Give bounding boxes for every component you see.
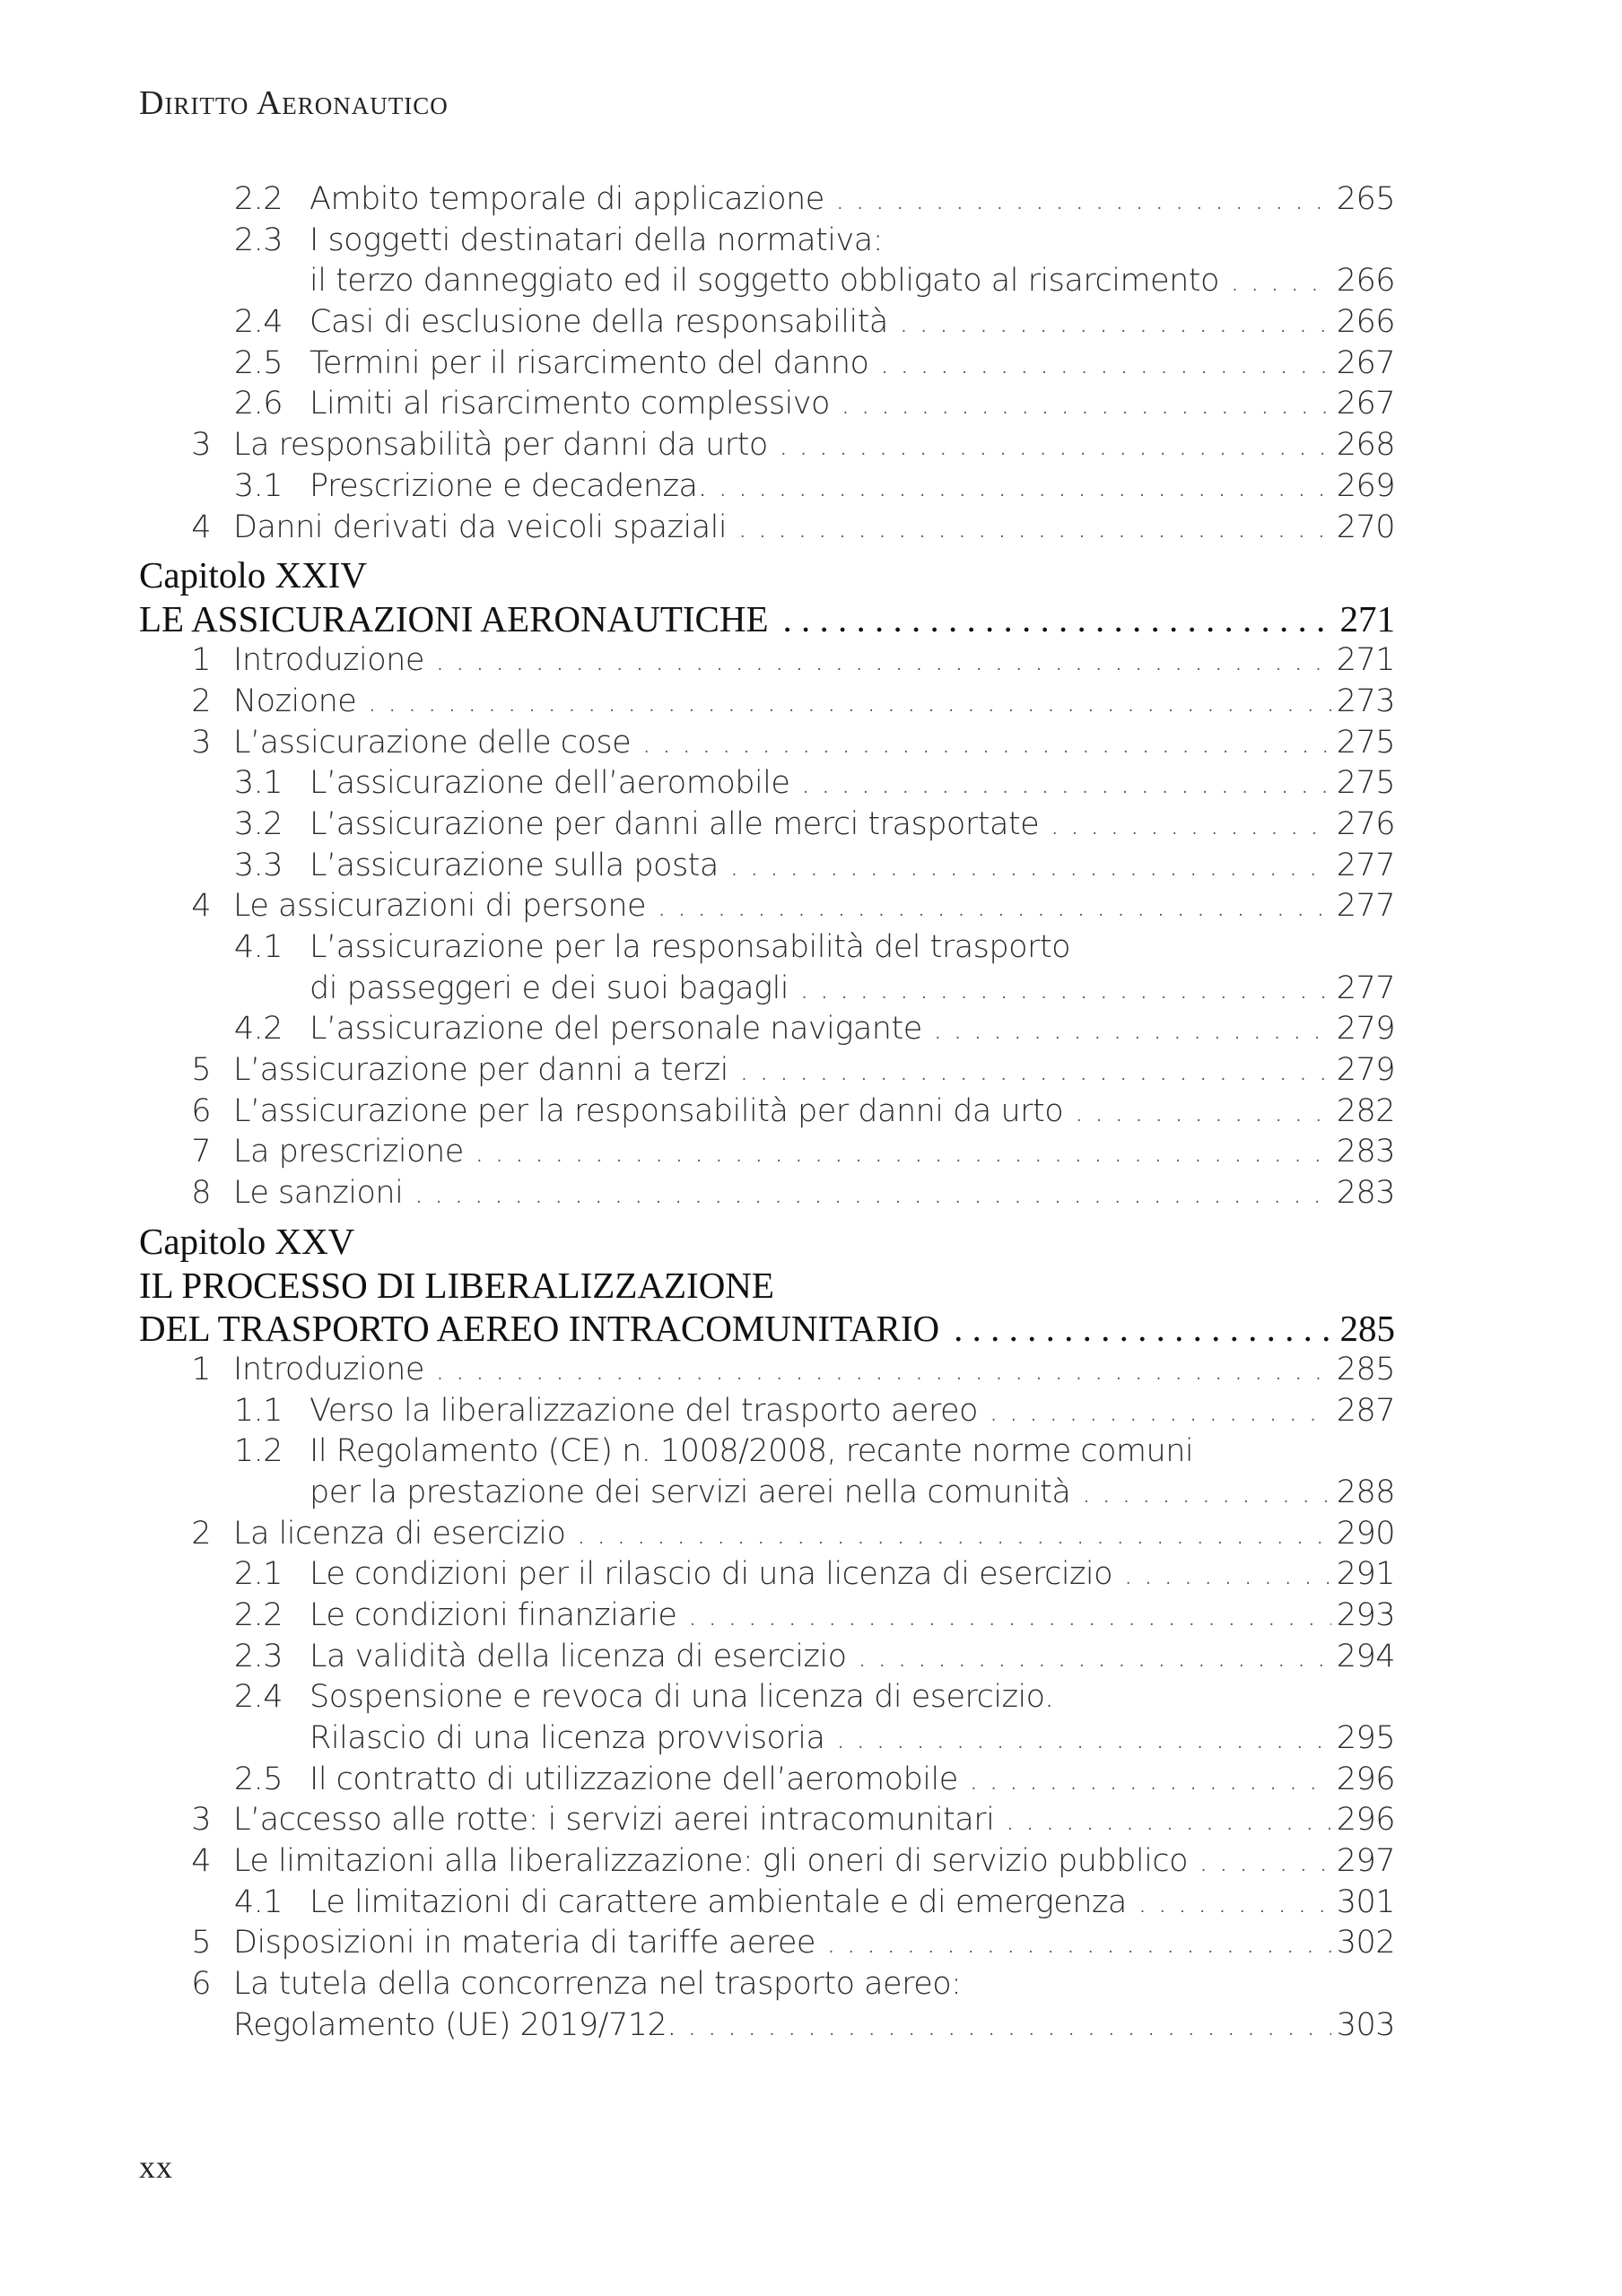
- toc-entry: [139, 1173, 1395, 1214]
- dot-leader: [783, 597, 1333, 640]
- toc-entry: [139, 1637, 1395, 1678]
- entry-page: 301: [1336, 1883, 1395, 1920]
- entry-title: Prescrizione e decadenza.: [310, 467, 708, 504]
- toc-entry: [139, 886, 1395, 927]
- entry-page: 275: [1336, 724, 1395, 761]
- toc-entry: [139, 1350, 1395, 1391]
- entry-title: L’assicurazione per danni alle merci trasportate: [310, 805, 1040, 842]
- dot-leader: [858, 1637, 1331, 1678]
- entry-page: 271: [1336, 642, 1395, 679]
- toc-entry: [139, 763, 1395, 804]
- entry-number: 6: [191, 1092, 211, 1129]
- entry-page: 287: [1336, 1392, 1395, 1429]
- toc-entry: [139, 221, 1395, 262]
- entry-page: 302: [1336, 1925, 1395, 1961]
- dot-leader: [899, 302, 1331, 344]
- entry-page: 282: [1336, 1092, 1395, 1129]
- entry-title: Introduzione: [233, 642, 424, 679]
- dot-leader: [826, 1923, 1331, 1964]
- dot-leader: [414, 1173, 1330, 1214]
- dot-leader: [729, 846, 1331, 887]
- dot-leader: [718, 466, 1331, 508]
- entry-number: 2.4: [233, 1679, 283, 1716]
- toc-entry: [139, 969, 1395, 1010]
- entry-title: L’assicurazione per la responsabilità del trasporto: [310, 929, 1071, 965]
- entry-title: L’assicurazione per la responsabilità per danni da urto: [233, 1092, 1064, 1129]
- entry-page: 277: [1336, 888, 1395, 925]
- entry-number: 2.5: [233, 344, 283, 381]
- toc-entry: [139, 1514, 1395, 1555]
- entry-page: 288: [1336, 1474, 1395, 1510]
- toc-entry: [139, 384, 1395, 425]
- entry-number: 2: [191, 683, 211, 719]
- chapter-page: 271: [1339, 598, 1395, 640]
- entry-page: 270: [1336, 509, 1395, 545]
- toc-entry: [139, 1431, 1395, 1473]
- entry-title: Danni derivati da veicoli spaziali: [233, 509, 728, 545]
- toc-entry: [139, 682, 1395, 723]
- entry-number: 1.1: [233, 1392, 283, 1429]
- entry-title: Ambito temporale di applicazione: [310, 181, 824, 217]
- dot-leader: [435, 1350, 1331, 1391]
- entry-title: Le condizioni per il rilascio di una licenza di esercizio: [310, 1556, 1113, 1593]
- entry-page: 277: [1336, 970, 1395, 1006]
- entry-number: 5: [191, 1925, 211, 1961]
- dot-leader: [841, 384, 1331, 425]
- dot-leader: [1123, 1554, 1331, 1596]
- running-head: Diritto Aeronautico: [139, 84, 449, 122]
- entry-number: 3.1: [233, 765, 283, 802]
- dot-leader: [687, 2005, 1331, 2047]
- toc-entry: [139, 1923, 1395, 1964]
- toc-entry: [139, 1009, 1395, 1050]
- chapter-title-text: DEL TRASPORTO AEREO INTRACOMUNITARIO: [139, 1307, 940, 1349]
- entry-page: 296: [1336, 1761, 1395, 1797]
- dot-leader: [367, 682, 1330, 723]
- entry-number: 1.2: [233, 1433, 283, 1470]
- toc-entry: [139, 1677, 1395, 1718]
- entry-number: 2.1: [233, 1556, 283, 1593]
- entry-title: Regolamento (UE) 2019/712.: [233, 2006, 676, 2043]
- entry-page: 267: [1336, 344, 1395, 381]
- entry-number: 2.5: [233, 1761, 283, 1797]
- entry-title: L’assicurazione del personale navigante: [310, 1011, 922, 1048]
- entry-page: 295: [1336, 1720, 1395, 1756]
- entry-title: Casi di esclusione della responsabilità: [310, 304, 888, 341]
- dot-leader: [835, 1718, 1330, 1760]
- toc-entry: [139, 1473, 1395, 1514]
- entry-page: 273: [1336, 683, 1395, 719]
- entry-number: 7: [191, 1134, 211, 1170]
- toc-entry: [139, 1841, 1395, 1883]
- dot-leader: [799, 969, 1331, 1010]
- entry-number: 2.6: [233, 386, 283, 422]
- entry-page: 293: [1336, 1596, 1395, 1633]
- toc-entry: [139, 927, 1395, 969]
- chapter-title-text: IL PROCESSO DI LIBERALIZZAZIONE: [139, 1264, 774, 1306]
- toc-entry: [139, 261, 1395, 302]
- dot-leader: [1230, 261, 1331, 302]
- entry-title: per la prestazione dei servizi aerei nella comunità: [310, 1474, 1071, 1510]
- entry-number: 3: [191, 1802, 211, 1839]
- entry-title: Introduzione: [233, 1351, 424, 1387]
- toc-entry: [139, 804, 1395, 846]
- entry-page: 294: [1336, 1638, 1395, 1674]
- toc-entry: [139, 1554, 1395, 1596]
- toc-entry: [139, 1596, 1395, 1637]
- entry-number: 3.1: [233, 467, 283, 504]
- dot-leader: [779, 425, 1331, 466]
- entry-number: 2.4: [233, 304, 283, 341]
- entry-page: 275: [1336, 765, 1395, 802]
- entry-title: L’assicurazione dell’aeromobile: [310, 765, 790, 802]
- toc-entry: [139, 1132, 1395, 1173]
- entry-page: 277: [1336, 847, 1395, 883]
- entry-title: Le limitazioni di carattere ambientale e di emergenza: [310, 1883, 1127, 1920]
- entry-number: 4: [191, 1843, 211, 1880]
- chapter-label: Capitolo XXV: [139, 1220, 355, 1262]
- dot-leader: [657, 886, 1331, 927]
- toc-entry: [139, 425, 1395, 466]
- toc-entry: [139, 1800, 1395, 1841]
- entry-number: 5: [191, 1052, 211, 1089]
- toc-entry: [139, 1760, 1395, 1801]
- toc-entry: [139, 508, 1395, 549]
- entry-page: 285: [1336, 1351, 1395, 1387]
- entry-title: La prescrizione: [233, 1134, 464, 1170]
- dot-leader: [1005, 1800, 1330, 1841]
- chapter-label: Capitolo XXIV: [139, 554, 367, 596]
- toc-entry: [139, 466, 1395, 508]
- toc-entry: [139, 1050, 1395, 1091]
- entry-page: 269: [1336, 467, 1395, 504]
- entry-number: 4.1: [233, 1883, 283, 1920]
- dot-leader: [641, 723, 1331, 764]
- toc-entry: [139, 179, 1395, 221]
- dot-leader: [739, 1050, 1331, 1091]
- entry-number: 3.2: [233, 805, 283, 842]
- entry-number: 2.2: [233, 1596, 283, 1633]
- entry-title: La licenza di esercizio: [233, 1515, 566, 1552]
- dot-leader: [969, 1760, 1331, 1801]
- dot-leader: [933, 1009, 1331, 1050]
- toc-entry: [139, 344, 1395, 385]
- entry-number: 4.1: [233, 929, 283, 965]
- entry-title: Rilascio di una licenza provvisoria: [310, 1720, 825, 1756]
- toc-entry: [139, 2005, 1395, 2047]
- toc-entry: [139, 1091, 1395, 1133]
- entry-title: La tutela della concorrenza nel trasporto aereo:: [233, 1966, 962, 2003]
- toc-entry: [139, 302, 1395, 344]
- entry-title: Il Regolamento (CE) n. 1008/2008, recante norme comuni: [310, 1433, 1194, 1470]
- chapter-title: [139, 1264, 1395, 1307]
- dot-leader: [879, 344, 1330, 385]
- entry-number: 1: [191, 1351, 211, 1387]
- entry-page: 283: [1336, 1175, 1395, 1212]
- dot-leader: [800, 763, 1330, 804]
- entry-title: L’assicurazione per danni a terzi: [233, 1052, 728, 1089]
- entry-page: 268: [1336, 427, 1395, 464]
- entry-number: 4: [191, 509, 211, 545]
- entry-title: La responsabilità per danni da urto: [233, 427, 768, 464]
- entry-title: L’assicurazione sulla posta: [310, 847, 719, 883]
- toc-entry: [139, 1964, 1395, 2005]
- entry-page: 297: [1336, 1843, 1395, 1880]
- entry-number: 2.3: [233, 222, 283, 258]
- chapter-title: [139, 597, 1395, 640]
- entry-page: 279: [1336, 1052, 1395, 1089]
- dot-leader: [835, 179, 1331, 221]
- entry-number: 3.3: [233, 847, 283, 883]
- entry-title: Disposizioni in materia di tariffe aeree: [233, 1925, 815, 1961]
- entry-title: di passeggeri e dei suoi bagagli: [310, 970, 789, 1006]
- entry-title: Termini per il risarcimento del danno: [310, 344, 869, 381]
- dot-leader: [1138, 1883, 1331, 1924]
- entry-number: 3: [191, 427, 211, 464]
- dot-leader: [989, 1391, 1331, 1432]
- chapter-title-text: LE ASSICURAZIONI AERONAUTICHE: [139, 598, 769, 640]
- entry-page: 303: [1336, 2006, 1395, 2043]
- entry-number: 4.2: [233, 1011, 283, 1048]
- dot-leader: [954, 1307, 1332, 1350]
- entry-title: Le assicurazioni di persone: [233, 888, 647, 925]
- table-of-contents: [139, 179, 1395, 2047]
- dot-leader: [576, 1514, 1330, 1555]
- entry-title: Nozione: [233, 683, 357, 719]
- entry-number: 4: [191, 888, 211, 925]
- entry-page: 267: [1336, 386, 1395, 422]
- entry-title: L’assicurazione delle cose: [233, 724, 632, 761]
- toc-entry: [139, 1391, 1395, 1432]
- entry-number: 2: [191, 1515, 211, 1552]
- dot-leader: [1199, 1841, 1331, 1883]
- dot-leader: [1050, 804, 1331, 846]
- entry-page: 291: [1336, 1556, 1395, 1593]
- page-number: xx: [139, 2149, 173, 2185]
- entry-number: 8: [191, 1175, 211, 1212]
- entry-number: 3: [191, 724, 211, 761]
- entry-title: il terzo danneggiato ed il soggetto obbligato al risarcimento: [310, 263, 1219, 300]
- chapter-title: [139, 1307, 1395, 1350]
- toc-entry: [139, 640, 1395, 682]
- dot-leader: [435, 640, 1331, 682]
- toc-entry: [139, 846, 1395, 887]
- toc-entry: [139, 723, 1395, 764]
- entry-title: Sospensione e revoca di una licenza di esercizio.: [310, 1679, 1054, 1716]
- entry-title: Le sanzioni: [233, 1175, 404, 1212]
- dot-leader: [687, 1596, 1330, 1637]
- entry-title: Verso la liberalizzazione del trasporto aereo: [310, 1392, 978, 1429]
- entry-page: 265: [1336, 181, 1395, 217]
- dot-leader: [475, 1132, 1331, 1173]
- entry-page: 296: [1336, 1802, 1395, 1839]
- entry-title: L’accesso alle rotte: i servizi aerei intracomunitari: [233, 1802, 995, 1839]
- entry-page: 276: [1336, 805, 1395, 842]
- entry-page: 266: [1336, 263, 1395, 300]
- entry-page: 290: [1336, 1515, 1395, 1552]
- entry-page: 266: [1336, 304, 1395, 341]
- entry-number: 1: [191, 642, 211, 679]
- entry-title: La validità della licenza di esercizio: [310, 1638, 847, 1674]
- toc-entry: [139, 1883, 1395, 1924]
- entry-title: Le limitazioni alla liberalizzazione: gli oneri di servizio pubblico: [233, 1843, 1188, 1880]
- entry-title: Il contratto di utilizzazione dell’aeromobile: [310, 1761, 958, 1797]
- entry-page: 279: [1336, 1011, 1395, 1048]
- dot-leader: [1081, 1473, 1330, 1514]
- entry-number: 2.3: [233, 1638, 283, 1674]
- toc-entry: [139, 1718, 1395, 1760]
- entry-title: Le condizioni finanziarie: [310, 1596, 677, 1633]
- entry-page: 283: [1336, 1134, 1395, 1170]
- entry-title: I soggetti destinatari della normativa:: [310, 222, 883, 258]
- entry-number: 6: [191, 1966, 211, 2003]
- dot-leader: [737, 508, 1331, 549]
- entry-title: Limiti al risarcimento complessivo: [310, 386, 830, 422]
- entry-number: 2.2: [233, 181, 283, 217]
- chapter-page: 285: [1339, 1307, 1395, 1349]
- dot-leader: [1074, 1091, 1331, 1133]
